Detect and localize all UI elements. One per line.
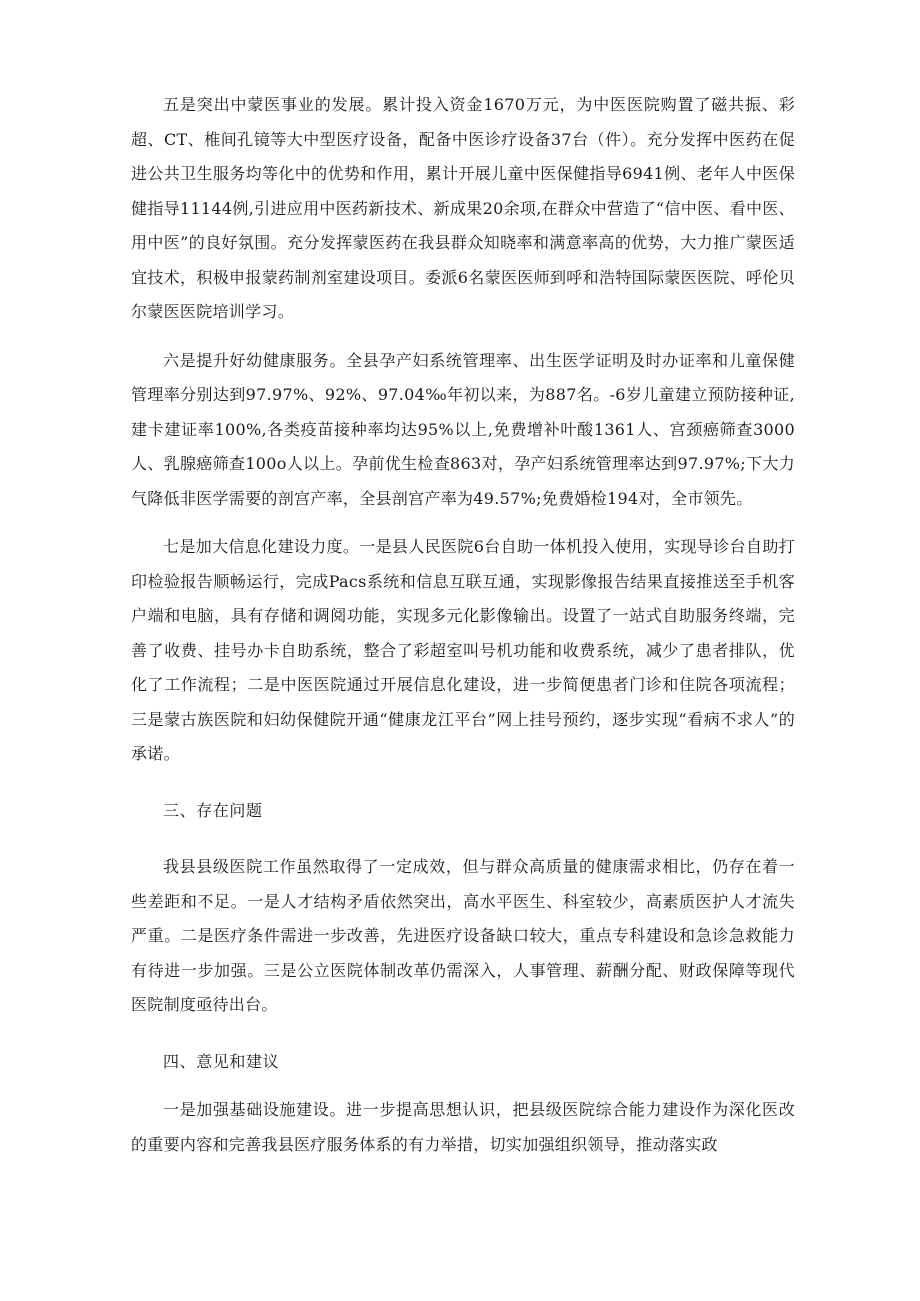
paragraph-infrastructure: 一是加强基础设施建设。进一步提高思想认识，把县级医院综合能力建设作为深化医改的重要内容和完善我县医疗服务体系的有力举措，切实加强组织领导，推动落实政	[131, 1100, 795, 1154]
paragraph-tcm-development: 五是突出中蒙医事业的发展。累计投入资金1670万元，为中医医院购置了磁共振、彩超、CT、椎间孔镜等大中型医疗设备，配备中医诊疗设备37台（件）。充分发挥中医药在促进公共卫生服务均等化中的优势和作用，累计开展儿童中医保健指导6941例、老年人中医保健指导11144例,引进应用中医药新技术、新成果20余项,在群众中营造了“信中医、看中医、用中医”的良好氛围。充分发挥蒙医药在我县群众知晓率和满意率高的优势，大力推广蒙医适宜技术，积极申报蒙药制剂室建设项目。委派6名蒙医医师到呼和浩特国际蒙医医院、呼伦贝尔蒙医医院培训学习。	[131, 95, 795, 321]
paragraph-informatization: 七是加大信息化建设力度。一是县人民医院6台自助一体机投入使用，实现导诊台自助打印检验报告顺畅运行，完成Pacs系统和信息互联互通，实现影像报告结果直接推送至手机客户端和电脑，具有存储和调阅功能，实现多元化影像输出。设置了一站式自助服务终端，完善了收费、挂号办卡自助系统，整合了彩超室叫号机功能和收费系统，减少了患者排队，优化了工作流程；二是中医医院通过开展信息化建设，进一步简便患者门诊和住院各项流程；三是蒙古族医院和妇幼保健院开通“健康龙江平台”网上挂号预约，逐步实现“看病不求人”的承诺。	[131, 537, 795, 763]
heading-opinions-suggestions: 四、意见和建议	[163, 1051, 280, 1071]
heading-existing-problems: 三、存在问题	[163, 800, 263, 820]
document-page	[131, 88, 795, 1162]
paragraph-maternal-child-health: 六是提升好幼健康服务。全县孕产妇系统管理率、出生医学证明及时办证率和儿童保健管理率分别达到97.97%、92%、97.04‰年初以来，为887名。-6岁儿童建立预防接种证,建卡建证率100%,各类疫苗接种率均达95%以上,免费增补叶酸1361人、宫颈癌筛查3000人、乳腺癌筛查100o人以上。孕前优生检查863对，孕产妇系统管理率达到97.97%;下大力气降低非医学需要的剖宫产率，全县剖宫产率为49.57%;免费婚检194对，全市领先。	[131, 350, 795, 508]
paragraph-problems: 我县县级医院工作虽然取得了一定成效，但与群众高质量的健康需求相比，仍存在着一些差距和不足。一是人才结构矛盾依然突出，高水平医生、科室较少，高素质医护人才流失严重。二是医疗条件需进一步改善，先进医疗设备缺口较大，重点专科建设和急诊急救能力有待进一步加强。三是公立医院体制改革仍需深入，人事管理、薪酬分配、财政保障等现代医院制度亟待出台。	[131, 857, 795, 1014]
